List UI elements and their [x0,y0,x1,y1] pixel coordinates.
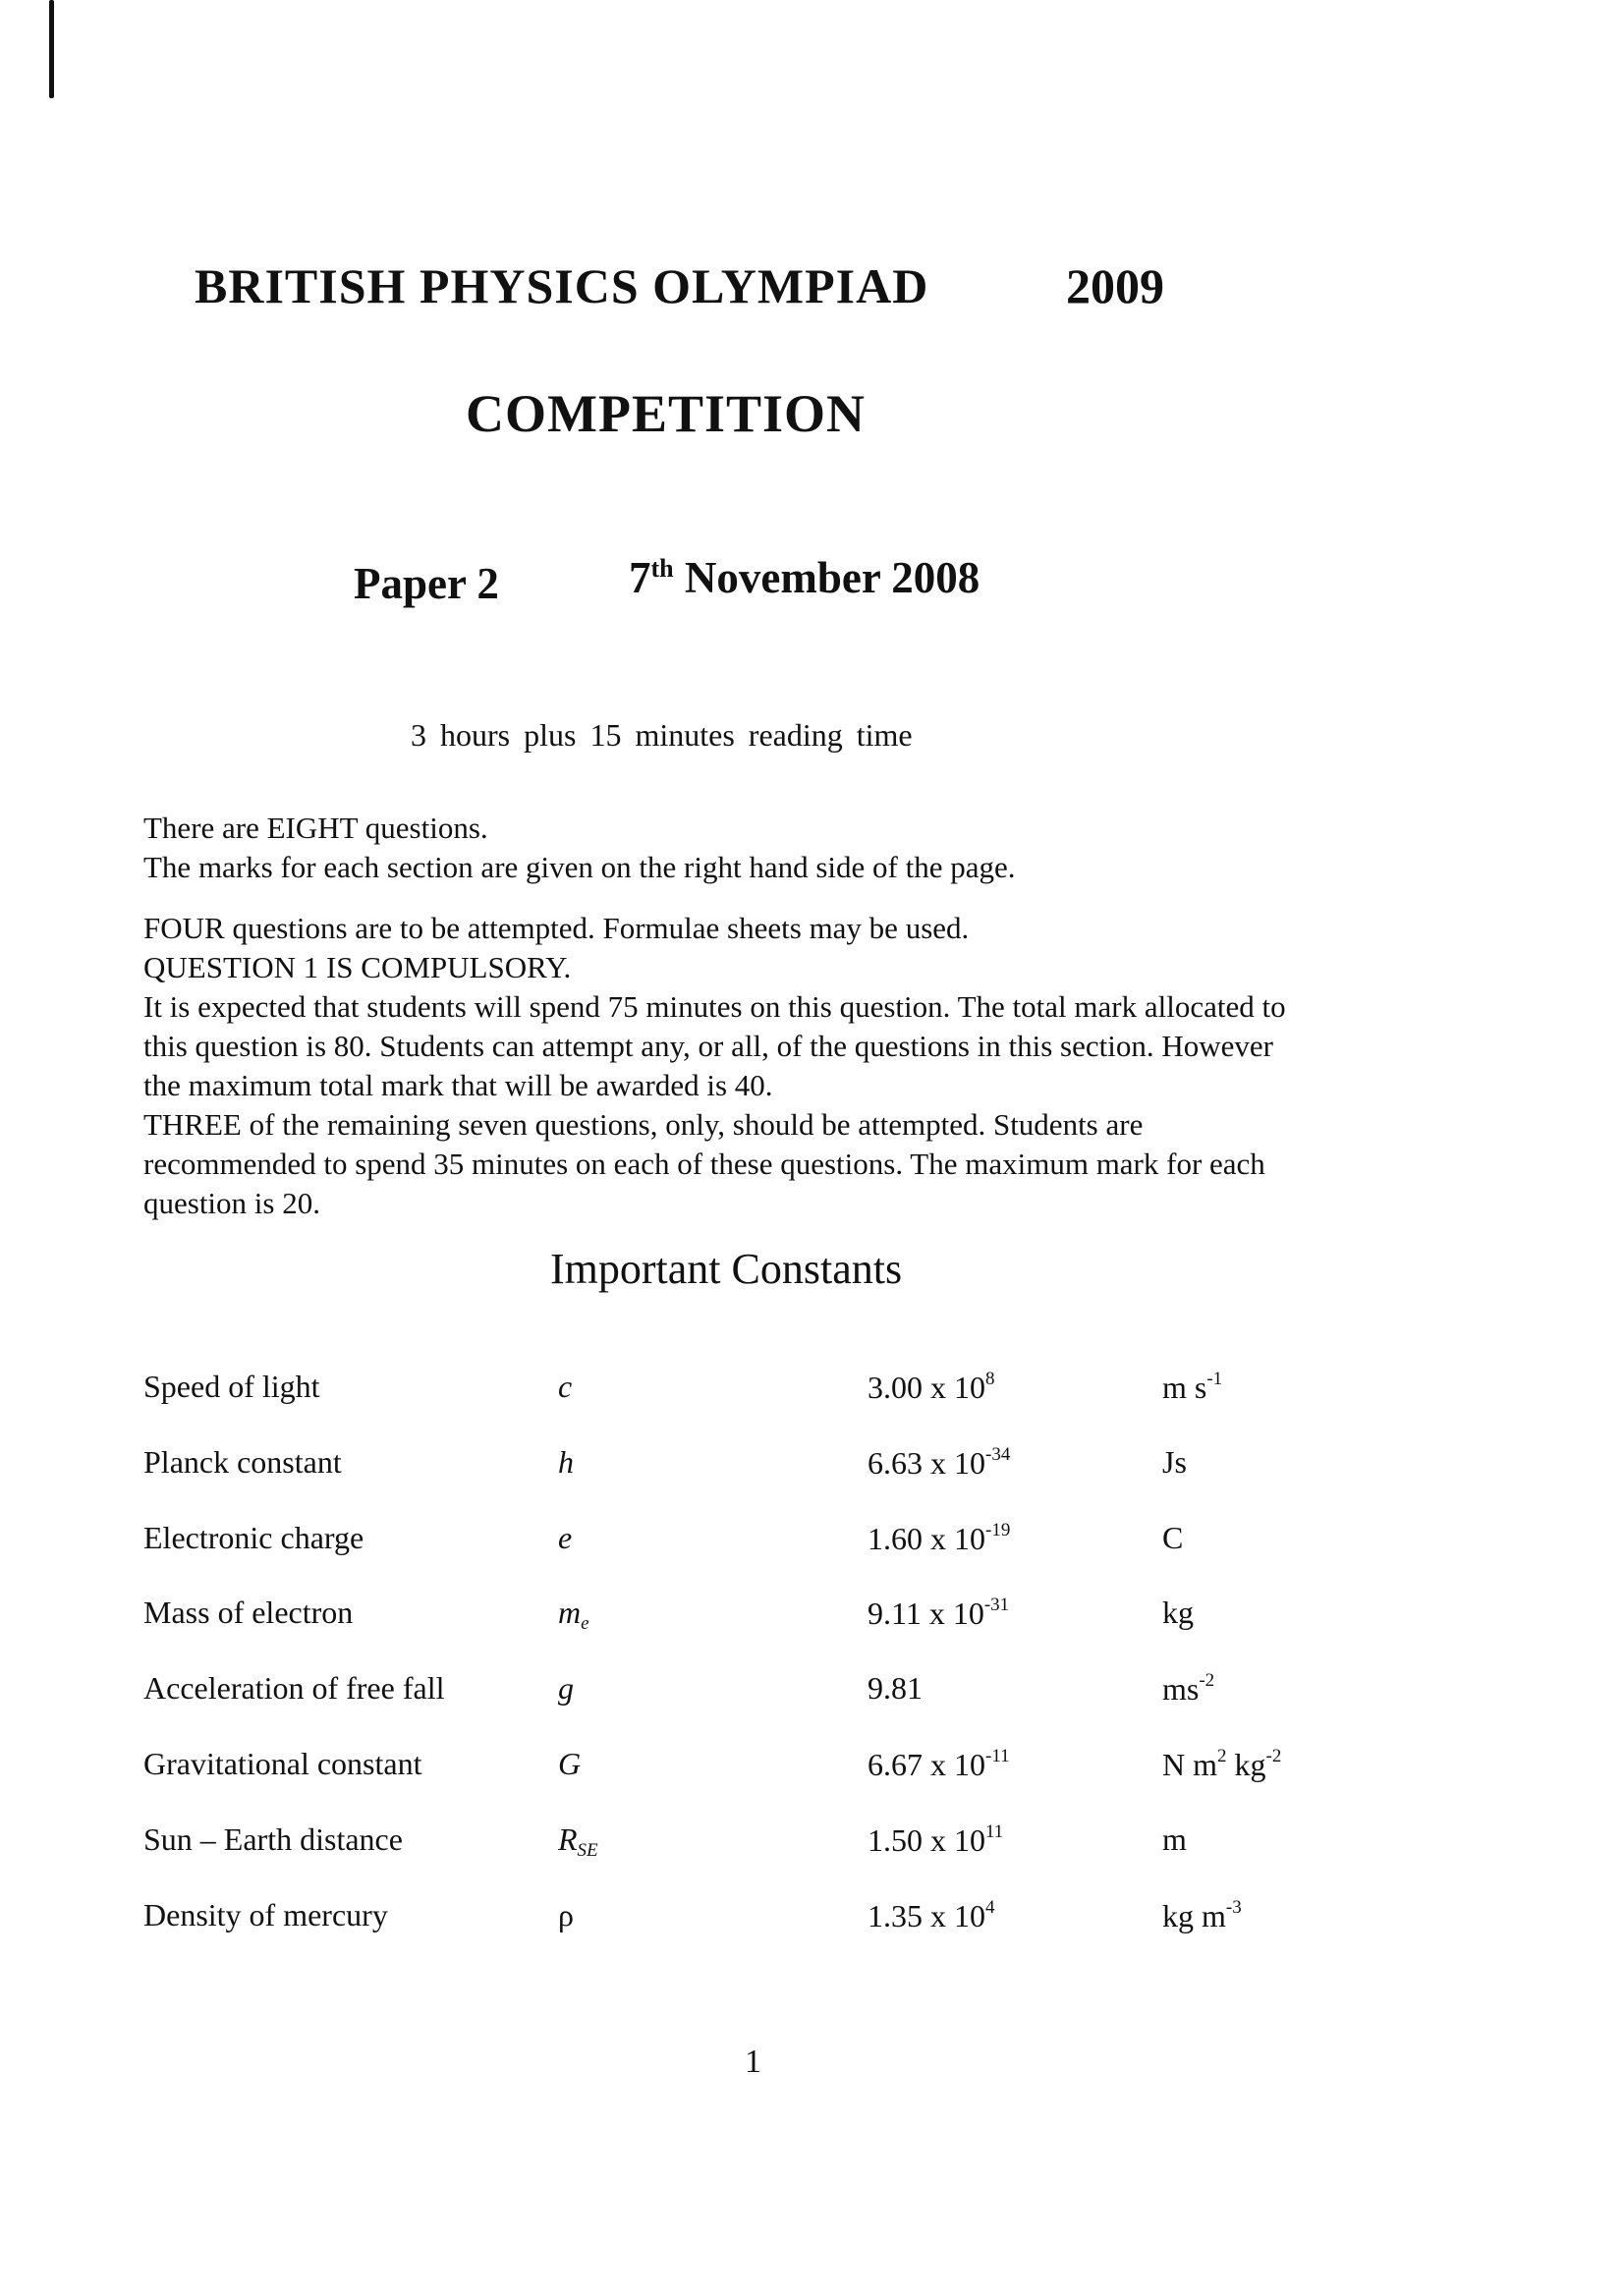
page-number: 1 [745,2044,761,2080]
instruction-line: QUESTION 1 IS COMPULSORY. [143,950,572,984]
constant-row [0,1595,1624,1644]
constant-row [0,1520,1624,1569]
instruction-line: THREE of the remaining seven questions, only, should be attempted. Students are [143,1107,1144,1142]
instruction-line: question is 20. [143,1186,320,1220]
instruction-line: There are EIGHT questions. [143,811,488,845]
constant-unit: kg $m^{-3}$ [1162,1897,1242,1933]
constant-unit: kg [1162,1595,1194,1630]
instructions-block-2 [143,909,1286,1223]
constant-unit: Js [1162,1444,1187,1480]
constant-row [0,1670,1624,1719]
constant-value: 6.63 x $10^{-34}$ [868,1444,1011,1481]
scan-margin-mark [49,0,54,98]
instruction-line: It is expected that students will spend 75 minutes on this question. The total mark allocated to [143,989,1286,1024]
instructions-block-1 [143,809,1015,887]
constant-name: Electronic charge [143,1520,364,1555]
constant-value: 1.35 x $10^4$ [868,1897,995,1933]
instruction-line: this question is 80. Students can attempt any, or all, of the questions in this section. However [143,1029,1273,1063]
instruction-line: The marks for each section are given on the right hand side of the page. [143,850,1016,884]
constant-row [0,1821,1624,1871]
constant-row [0,1444,1624,1493]
constant-name: Planck constant [143,1444,342,1480]
constant-symbol: g [558,1670,574,1706]
constant-row [0,1369,1624,1418]
paper-number: Paper 2 [354,559,499,608]
constant-name: Acceleration of free fall [143,1670,445,1706]
constant-symbol: h [558,1444,574,1480]
constant-name: Speed of light [143,1369,320,1404]
constant-value: 1.50 x $10^{11}$ [868,1821,1004,1858]
constant-unit: $ms^{-2}$ [1162,1670,1215,1707]
constant-symbol: $R_{SE}$ [558,1821,598,1861]
constant-unit: N $m^2$ $kg^{-2}$ [1162,1746,1282,1782]
constants-heading: Important Constants [550,1245,903,1293]
constant-name: Density of mercury [143,1897,388,1932]
constant-name: Gravitational constant [143,1746,422,1781]
constant-symbol: $m_e$ [558,1595,589,1634]
constant-value: 3.00 x $10^8$ [868,1369,995,1405]
constant-symbol: e [558,1520,573,1555]
constant-value: 9.11 x $10^{-31}$ [868,1595,1010,1631]
exam-date [629,552,980,603]
document-year: 2009 [1066,258,1164,313]
date-suffix: th [650,554,674,583]
constant-symbol: c [558,1369,573,1404]
constant-value: 9.81 [868,1670,923,1706]
constant-row [0,1897,1624,1946]
instruction-line: FOUR questions are to be attempted. Formulae sheets may be used. [143,911,970,945]
instruction-line: the maximum total mark that will be awarded is 40. [143,1068,773,1102]
constant-name: Mass of electron [143,1595,354,1630]
document-title: BRITISH PHYSICS OLYMPIAD [195,258,929,313]
exam-duration: 3 hours plus 15 minutes reading time [411,717,913,753]
constant-value: 6.67 x $10^{-11}$ [868,1746,1010,1782]
constant-name: Sun – Earth distance [143,1821,403,1857]
constant-symbol: G [558,1746,582,1781]
constant-row [0,1746,1624,1795]
constant-unit: C [1162,1520,1184,1555]
constant-unit: m [1162,1821,1187,1857]
constant-unit: m $s^{-1}$ [1162,1369,1223,1405]
instruction-line: recommended to spend 35 minutes on each of these questions. The maximum mark for each [143,1147,1265,1181]
document-subtitle: COMPETITION [466,384,867,443]
date-rest: November 2008 [684,553,980,602]
date-day: 7 [629,553,651,602]
constant-value: 1.60 x $10^{-19}$ [868,1520,1011,1556]
constant-symbol: ρ [558,1897,574,1932]
